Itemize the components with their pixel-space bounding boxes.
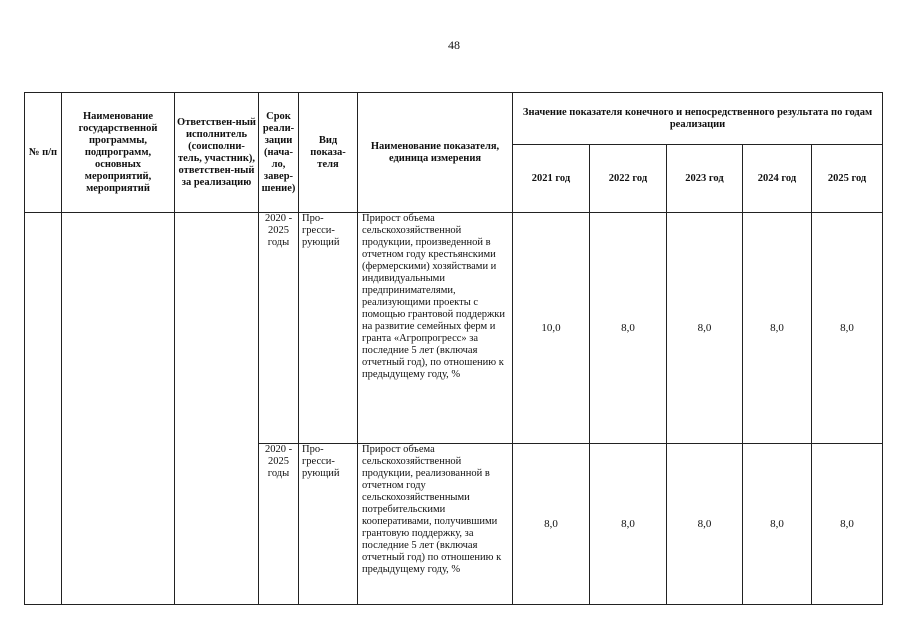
cell-program — [62, 213, 175, 605]
cell-type: Про-гресси-рующий — [299, 213, 358, 444]
cell-value-2023: 8,0 — [667, 213, 743, 444]
indicators-table — [24, 92, 883, 605]
page-number: 48 — [448, 38, 460, 52]
cell-value-2022: 8,0 — [590, 444, 667, 605]
cell-value-2024: 8,0 — [743, 444, 812, 605]
header-year-2024: 2024 год — [743, 145, 812, 213]
header-executor: Ответствен-ный исполнитель (соисполни-тель, участник), ответствен-ный за реализацию — [175, 93, 259, 213]
cell-num — [25, 213, 62, 605]
cell-value-2022: 8,0 — [590, 213, 667, 444]
cell-indicator: Прирост объема сельскохозяйственной продукции, произведенной в отчетном году крестьянскими (фермерскими) хозяйствами и индивидуальными предпринимателями, реализующими проекты с помощью грантовой поддержки на развитие семейных ферм и гранта «Агропрогресс» за последние 5 лет (включая отчетный год), по отношению к предыдущему году, % — [358, 213, 513, 444]
table-row — [25, 213, 883, 444]
cell-value-2021: 8,0 — [513, 444, 590, 605]
header-indicator: Наименование показателя, единица измерения — [358, 93, 513, 213]
cell-value-2023: 8,0 — [667, 444, 743, 605]
cell-term: 2020 - 2025 годы — [259, 444, 299, 605]
header-year-2025: 2025 год — [812, 145, 883, 213]
header-type: Вид показа-теля — [299, 93, 358, 213]
cell-type: Про-гресси-рующий — [299, 444, 358, 605]
header-year-2023: 2023 год — [667, 145, 743, 213]
header-values-group: Значение показателя конечного и непосредственного результата по годам реализации — [513, 93, 883, 145]
cell-value-2024: 8,0 — [743, 213, 812, 444]
cell-value-2025: 8,0 — [812, 213, 883, 444]
cell-indicator: Прирост объема сельскохозяйственной продукции, реализованной в отчетном году сельскохозяйственными потребительскими кооперативами, получившими грантовую поддержку, за последние 5 лет (включая отчетный год) по отношению к предыдущему году, % — [358, 444, 513, 605]
header-year-2022: 2022 год — [590, 145, 667, 213]
cell-value-2021: 10,0 — [513, 213, 590, 444]
header-program: Наименование государственной программы, подпрограмм, основных мероприятий, мероприятий — [62, 93, 175, 213]
header-year-2021: 2021 год — [513, 145, 590, 213]
cell-value-2025: 8,0 — [812, 444, 883, 605]
header-num: № п/п — [25, 93, 62, 213]
cell-executor — [175, 213, 259, 605]
header-term: Срок реали-зации (нача-ло, завер-шение) — [259, 93, 299, 213]
cell-term: 2020 - 2025 годы — [259, 213, 299, 444]
